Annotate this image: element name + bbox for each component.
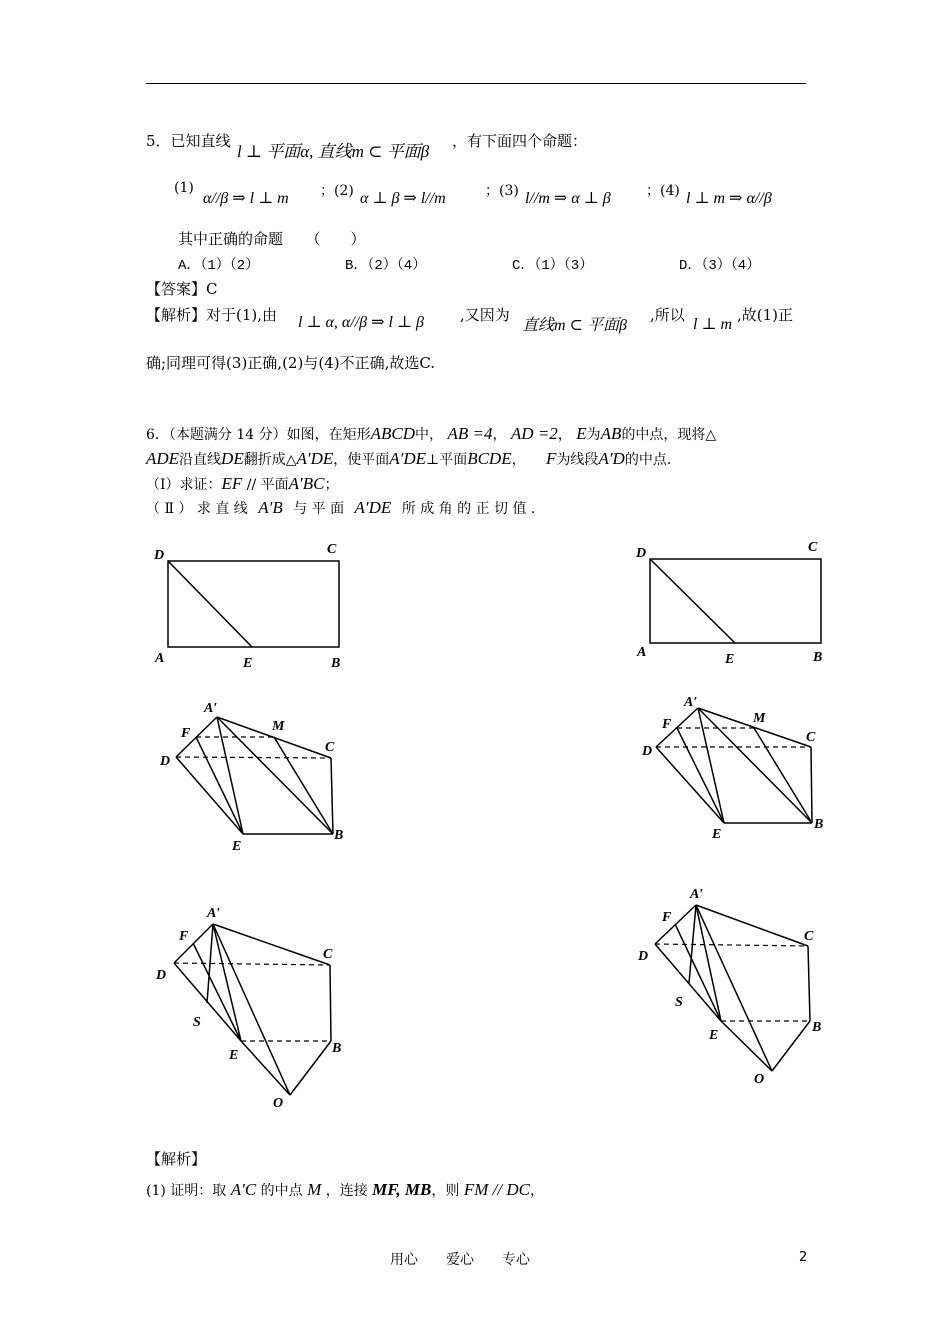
q6-part2-text-b: 与 平 面 bbox=[293, 501, 345, 517]
q5-p4-number: ；(4) bbox=[646, 183, 680, 199]
q5-explanation-math-1: l ⊥ α, α//β ⇒ l ⊥ β bbox=[298, 314, 425, 331]
label-s: S bbox=[193, 1015, 201, 1030]
q6-l2-math-ade: ADE bbox=[146, 449, 180, 468]
label-a1: A′ bbox=[684, 695, 698, 710]
q6-part2-math-a1de: A′DE bbox=[354, 498, 392, 517]
solution-line1 bbox=[146, 1180, 544, 1200]
label-o: O bbox=[754, 1072, 765, 1087]
q5-explanation-mid: ,又因为 bbox=[460, 306, 510, 324]
q6-l2-text-b: 翻折成△ bbox=[243, 452, 297, 468]
label-a: A bbox=[155, 651, 165, 666]
q6-l2-math-a1de-2: A′DE bbox=[389, 449, 427, 468]
q5-option-a: A．（1）（2） bbox=[178, 258, 260, 274]
label-b: B bbox=[332, 1041, 342, 1056]
label-d: D bbox=[154, 548, 165, 563]
q5-proposition-3: l//m ⇒ α ⊥ β bbox=[525, 190, 611, 207]
solution-math-a1c: A′C bbox=[230, 1180, 257, 1199]
label-c: C bbox=[808, 540, 818, 555]
label-e: E bbox=[709, 1028, 719, 1043]
q5-explanation-math-2: 直线m ⊂ 平面β bbox=[522, 317, 627, 334]
q6-l1-math-abcd: ABCD bbox=[370, 424, 416, 443]
label-f: F bbox=[662, 717, 672, 732]
label-c: C bbox=[323, 947, 333, 962]
q6-part1-math-ef: EF bbox=[221, 474, 243, 493]
solution-text-d: ，则 bbox=[431, 1183, 460, 1199]
label-f: F bbox=[179, 929, 189, 944]
q6-part1-text-b: // 平面 bbox=[242, 477, 289, 493]
label-c: C bbox=[325, 740, 335, 755]
q6-l1-text-e: 为 bbox=[586, 427, 601, 443]
q6-l2-math-de: DE bbox=[221, 449, 244, 468]
q5-proposition-4: l ⊥ m ⇒ α//β bbox=[686, 190, 772, 207]
q6-l1-math-e: E bbox=[576, 424, 587, 443]
q5-explanation-start: 【解析】对于(1),由 bbox=[146, 306, 278, 324]
q5-p3-number: ；(3) bbox=[485, 183, 519, 199]
label-a1: A′ bbox=[207, 906, 221, 921]
label-e: E bbox=[712, 827, 722, 842]
q6-l1-text-b: 中， bbox=[415, 427, 444, 443]
label-c: C bbox=[806, 730, 816, 745]
q5-option-b: B．（2）（4） bbox=[345, 258, 427, 274]
q6-l2-math-a1de: A′DE bbox=[296, 449, 334, 468]
q6-part2-text-a: （ Ⅱ ） 求 直 线 bbox=[146, 501, 248, 517]
page-number: 2 bbox=[799, 1250, 808, 1265]
label-a1: A′ bbox=[204, 701, 218, 716]
q6-l1-text-c: ， bbox=[492, 427, 507, 443]
q6-l2-text-a: 沿直线 bbox=[179, 452, 222, 468]
solution-math-mf-mb: MF, MB bbox=[372, 1180, 432, 1199]
solution-text-a: (1) 证明：取 bbox=[146, 1183, 227, 1199]
label-f: F bbox=[181, 726, 191, 741]
label-b: B bbox=[813, 650, 823, 665]
q6-l2-math-bcde: BCDE bbox=[467, 449, 512, 468]
label-d: D bbox=[156, 968, 167, 983]
q5-explanation-math-3: l ⊥ m bbox=[693, 316, 733, 333]
q5-p2-number: ；(2) bbox=[320, 183, 354, 199]
label-m: M bbox=[753, 711, 766, 726]
solution-text-c: ，连接 bbox=[325, 1183, 368, 1199]
label-b: B bbox=[814, 817, 824, 832]
q5-explanation-so: ,所以 bbox=[650, 306, 685, 324]
q6-l2-text-g: 的中点. bbox=[624, 452, 672, 468]
q6-part1-text-c: ； bbox=[324, 477, 339, 493]
q6-l1-text-f: 的中点，现将△ bbox=[621, 427, 717, 443]
label-d: D bbox=[642, 744, 653, 759]
q6-part2-text-c: 所 成 角 的 正 切 值 . bbox=[401, 501, 536, 517]
label-e: E bbox=[725, 652, 735, 667]
q5-condition: l ⊥ 平面α, 直线m ⊂ 平面β bbox=[237, 142, 430, 161]
label-e: E bbox=[232, 839, 242, 854]
q5-prompt: 其中正确的命题 （ ） bbox=[178, 230, 366, 248]
footer-motto: 用心 爱心 专心 bbox=[390, 1252, 530, 1268]
q5-answer: 【答案】C bbox=[146, 280, 218, 298]
label-c: C bbox=[327, 542, 337, 557]
label-s: S bbox=[675, 995, 683, 1010]
solution-math-fm-dc: FM // DC bbox=[463, 1180, 530, 1199]
q6-l1-math-ab: AB =4 bbox=[447, 424, 493, 443]
label-e: E bbox=[229, 1048, 239, 1063]
q6-l1-math-ad: AD =2 bbox=[510, 424, 558, 443]
label-b: B bbox=[334, 828, 344, 843]
solution-text-e: ， bbox=[529, 1183, 544, 1199]
solution-text-b: 的中点 bbox=[260, 1183, 303, 1199]
q6-part2-math-a1b: A′B bbox=[258, 498, 283, 517]
label-b: B bbox=[331, 656, 341, 671]
q5-head-tail: ，有下面四个命题： bbox=[452, 132, 588, 150]
q6-l1-text-d: ， bbox=[557, 427, 572, 443]
label-m: M bbox=[272, 719, 285, 734]
label-d: D bbox=[636, 546, 647, 561]
q6-part1-text-a: （Ⅰ）求证： bbox=[146, 477, 222, 493]
q5-p1-number: (1) bbox=[174, 180, 194, 196]
q6-l1-text-a: 6．（本题满分 14 分）如图，在矩形 bbox=[146, 427, 371, 443]
q5-proposition-1: α//β ⇒ l ⊥ m bbox=[203, 190, 289, 207]
q5-option-c: C．（1）（3） bbox=[512, 258, 594, 274]
q6-part1-math-a1bc: A′BC bbox=[288, 474, 325, 493]
label-a1: A′ bbox=[690, 887, 704, 902]
q6-l2-text-c: ，使平面 bbox=[333, 452, 390, 468]
q5-explanation-end: ,故(1)正 bbox=[737, 306, 794, 324]
q6-l2-text-f: 为线段 bbox=[556, 452, 599, 468]
q5-option-d: D．（3）（4） bbox=[679, 258, 761, 274]
label-b: B bbox=[812, 1020, 822, 1035]
label-e: E bbox=[243, 656, 253, 671]
solution-math-m: M bbox=[307, 1180, 322, 1199]
label-o: O bbox=[273, 1096, 284, 1111]
q5-explanation-line2: 确;同理可得(3)正确,(2)与(4)不正确,故选C. bbox=[146, 354, 436, 372]
label-f: F bbox=[662, 910, 672, 925]
label-a: A bbox=[637, 645, 647, 660]
solution-heading: 【解析】 bbox=[146, 1150, 207, 1168]
label-d: D bbox=[160, 754, 171, 769]
q5-proposition-2: α ⊥ β ⇒ l//m bbox=[360, 190, 446, 207]
label-d: D bbox=[638, 949, 649, 964]
q6-l1-math-ab2: AB bbox=[600, 424, 622, 443]
q6-l2-text-d: ⊥平面 bbox=[426, 452, 468, 468]
label-c: C bbox=[804, 929, 814, 944]
q6-l2-text-e: ， bbox=[511, 452, 526, 468]
q5-head-text: 5．已知直线 bbox=[146, 132, 231, 150]
q6-l2-math-a1d: A′D bbox=[598, 449, 625, 468]
q6-l2-math-f: F bbox=[546, 449, 557, 468]
